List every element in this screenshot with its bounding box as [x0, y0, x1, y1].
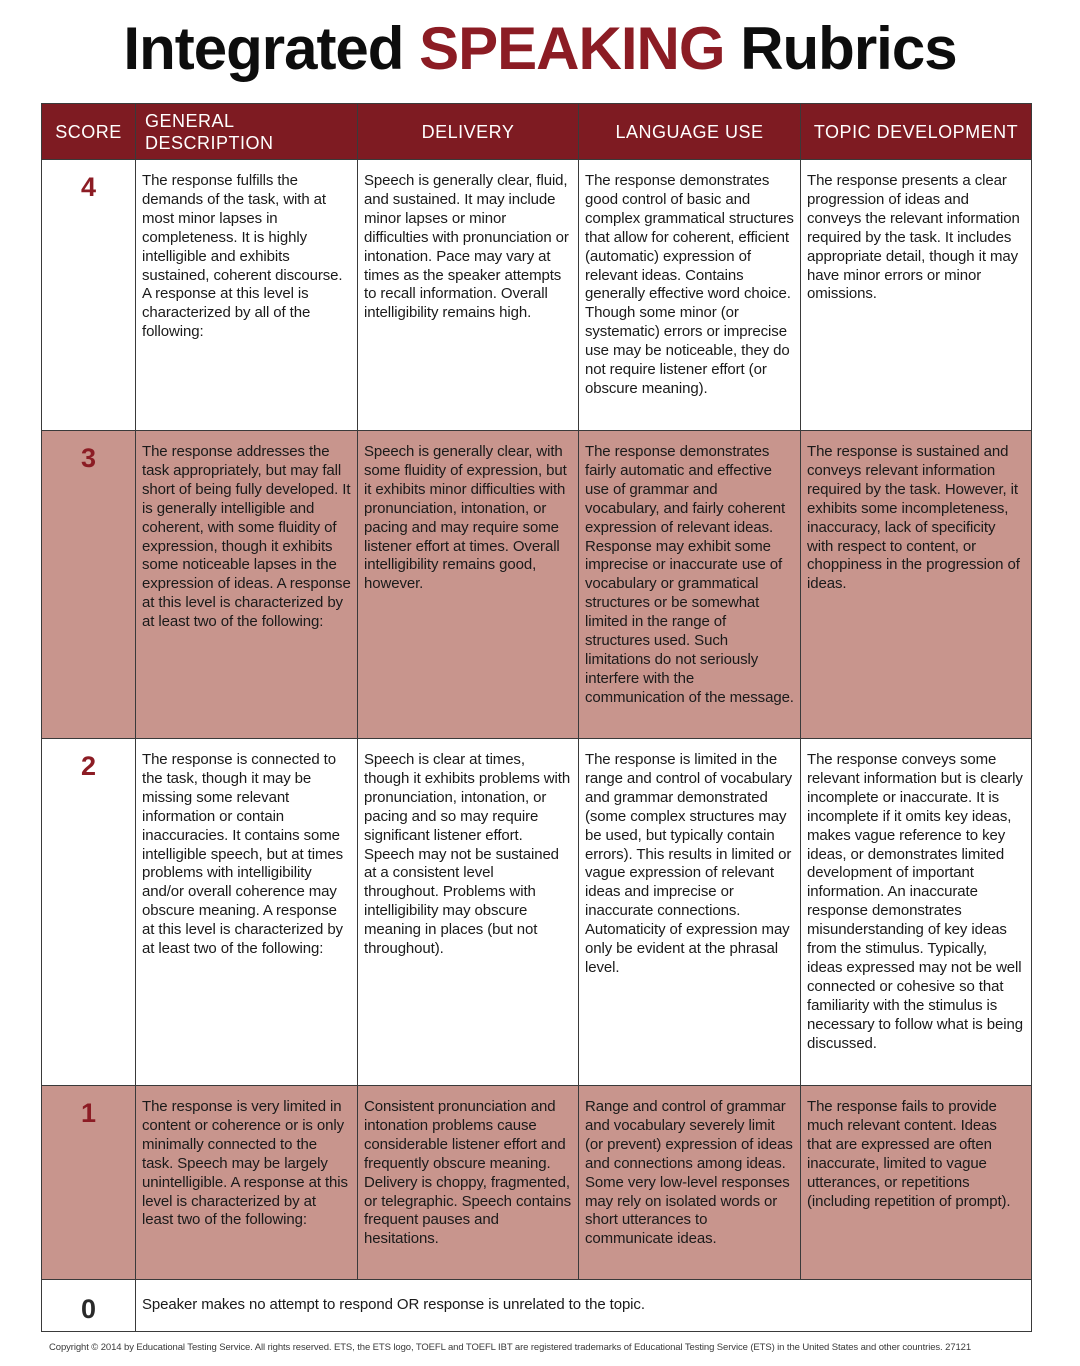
- delivery-cell: Consistent pronunciation and intonation problems cause considerable listener effort and frequently obscure meaning. Delivery is choppy, fragmented, or telegraphic. Speech contains frequent pauses and hesitations.: [358, 1086, 579, 1280]
- language-use-cell: Range and control of grammar and vocabulary severely limit (or prevent) expression of ideas and connections among ideas. Some very low-level responses may rely on isolated words or short utterances to communicate ideas.: [579, 1086, 801, 1280]
- title-accent: SPEAKING: [419, 15, 725, 82]
- title-suffix: Rubrics: [740, 15, 957, 82]
- language-use-cell: The response demonstrates good control of basic and complex grammatical structures that allow for coherent, efficient (automatic) expression of relevant ideas. Contains generally effective word choice. Though some minor (or systematic) errors or imprecise use may be noticeable, they do not require listener effort (or obscure meaning).: [579, 160, 801, 431]
- title-prefix: Integrated: [123, 15, 404, 82]
- score-value: 2: [42, 739, 136, 1086]
- language-use-cell: The response demonstrates fairly automatic and effective use of grammar and vocabulary, and fairly coherent expression of relevant ideas. Response may exhibit some imprecise or inaccurate use of vocabulary or grammatical structures or be somewhat limited in the range of structures used. Such limitations do not seriously interfere with the communication of the message.: [579, 431, 801, 739]
- general-description-cell: The response addresses the task appropriately, but may fall short of being fully developed. It is generally intelligible and coherent, with some fluidity of expression, though it exhibits some noticeable lapses in the expression of ideas. A response at this level is characterized by at least two of the following:: [136, 431, 358, 739]
- delivery-cell: Speech is generally clear, fluid, and sustained. It may include minor lapses or minor difficulties with pronunciation or intonation. Pace may vary at times as the speaker attempts to recall information. Overall intelligibility remains high.: [358, 160, 579, 431]
- header-delivery: DELIVERY: [358, 104, 579, 160]
- general-description-cell: The response fulfills the demands of the task, with at most minor lapses in completeness. It is highly intelligible and exhibits sustained, coherent discourse. A response at this level is characterized by all of the following:: [136, 160, 358, 431]
- header-general-description: GENERAL DESCRIPTION: [136, 104, 358, 160]
- score-value: 1: [42, 1086, 136, 1280]
- score-row-3: [42, 431, 1032, 739]
- rubric-table: [41, 103, 1032, 1332]
- score-row-4: [42, 160, 1032, 431]
- header-score: SCORE: [42, 104, 136, 160]
- header-language-use: LANGUAGE USE: [579, 104, 801, 160]
- score-value: 3: [42, 431, 136, 739]
- delivery-cell: Speech is generally clear, with some fluidity of expression, but it exhibits minor difficulties with pronunciation, intonation, or pacing and may require some listener effort at times. Overall intelligibility remains good, however.: [358, 431, 579, 739]
- general-description-cell: The response is very limited in content or coherence or is only minimally connected to the task. Speech may be largely unintelligible. A response at this level is characterized by at least two of the following:: [136, 1086, 358, 1280]
- delivery-cell: Speech is clear at times, though it exhibits problems with pronunciation, intonation, or pacing and so may require significant listener effort. Speech may not be sustained at a consistent level throughout. Problems with intelligibility may obscure meaning in places (but not throughout).: [358, 739, 579, 1086]
- score-value: 0: [42, 1280, 136, 1332]
- general-description-cell: The response is connected to the task, though it may be missing some relevant information or contain inaccuracies. It contains some intelligible speech, but at times problems with intelligibility and/or overall coherence may obscure meaning. A response at this level is characterized by at least two of the following:: [136, 739, 358, 1086]
- score-row-0: [42, 1280, 1032, 1332]
- score-row-2: [42, 739, 1032, 1086]
- topic-development-cell: The response conveys some relevant information but is clearly incomplete or inaccurate. It is incomplete if it omits key ideas, makes vague reference to key ideas, or demonstrates limited development of important information. An inaccurate response demonstrates misunderstanding of key ideas from the stimulus. Typically, ideas expressed may not be well connected or cohesive so that familiarity with the stimulus is necessary to follow what is being discussed.: [801, 739, 1032, 1086]
- topic-development-cell: The response presents a clear progression of ideas and conveys the relevant information required by the task. It includes appropriate detail, though it may have minor errors or minor omissions.: [801, 160, 1032, 431]
- copyright-notice: Copyright © 2014 by Educational Testing Service. All rights reserved. ETS, the ETS logo, TOEFL and TOEFL IBT are registered trademarks of Educational Testing Service (ETS) in the United States and other countries. 27121: [49, 1342, 972, 1353]
- topic-development-cell: The response fails to provide much relevant content. Ideas that are expressed are often inaccurate, limited to vague utterances, or repetitions (including repetition of prompt).: [801, 1086, 1032, 1280]
- topic-development-cell: The response is sustained and conveys relevant information required by the task. However, it exhibits some incompleteness, inaccuracy, lack of specificity with respect to content, or choppiness in the progression of ideas.: [801, 431, 1032, 739]
- zero-description-cell: Speaker makes no attempt to respond OR response is unrelated to the topic.: [136, 1280, 1032, 1332]
- score-row-1: [42, 1086, 1032, 1280]
- header-topic-development: TOPIC DEVELOPMENT: [801, 104, 1032, 160]
- language-use-cell: The response is limited in the range and control of vocabulary and grammar demonstrated (some complex structures may be used, but typically contain errors). This results in limited or vague expression of relevant ideas and imprecise or inaccurate connections. Automaticity of expression may only be evident at the phrasal level.: [579, 739, 801, 1086]
- page-title: [0, 12, 1080, 86]
- score-value: 4: [42, 160, 136, 431]
- header-row: [42, 104, 1032, 160]
